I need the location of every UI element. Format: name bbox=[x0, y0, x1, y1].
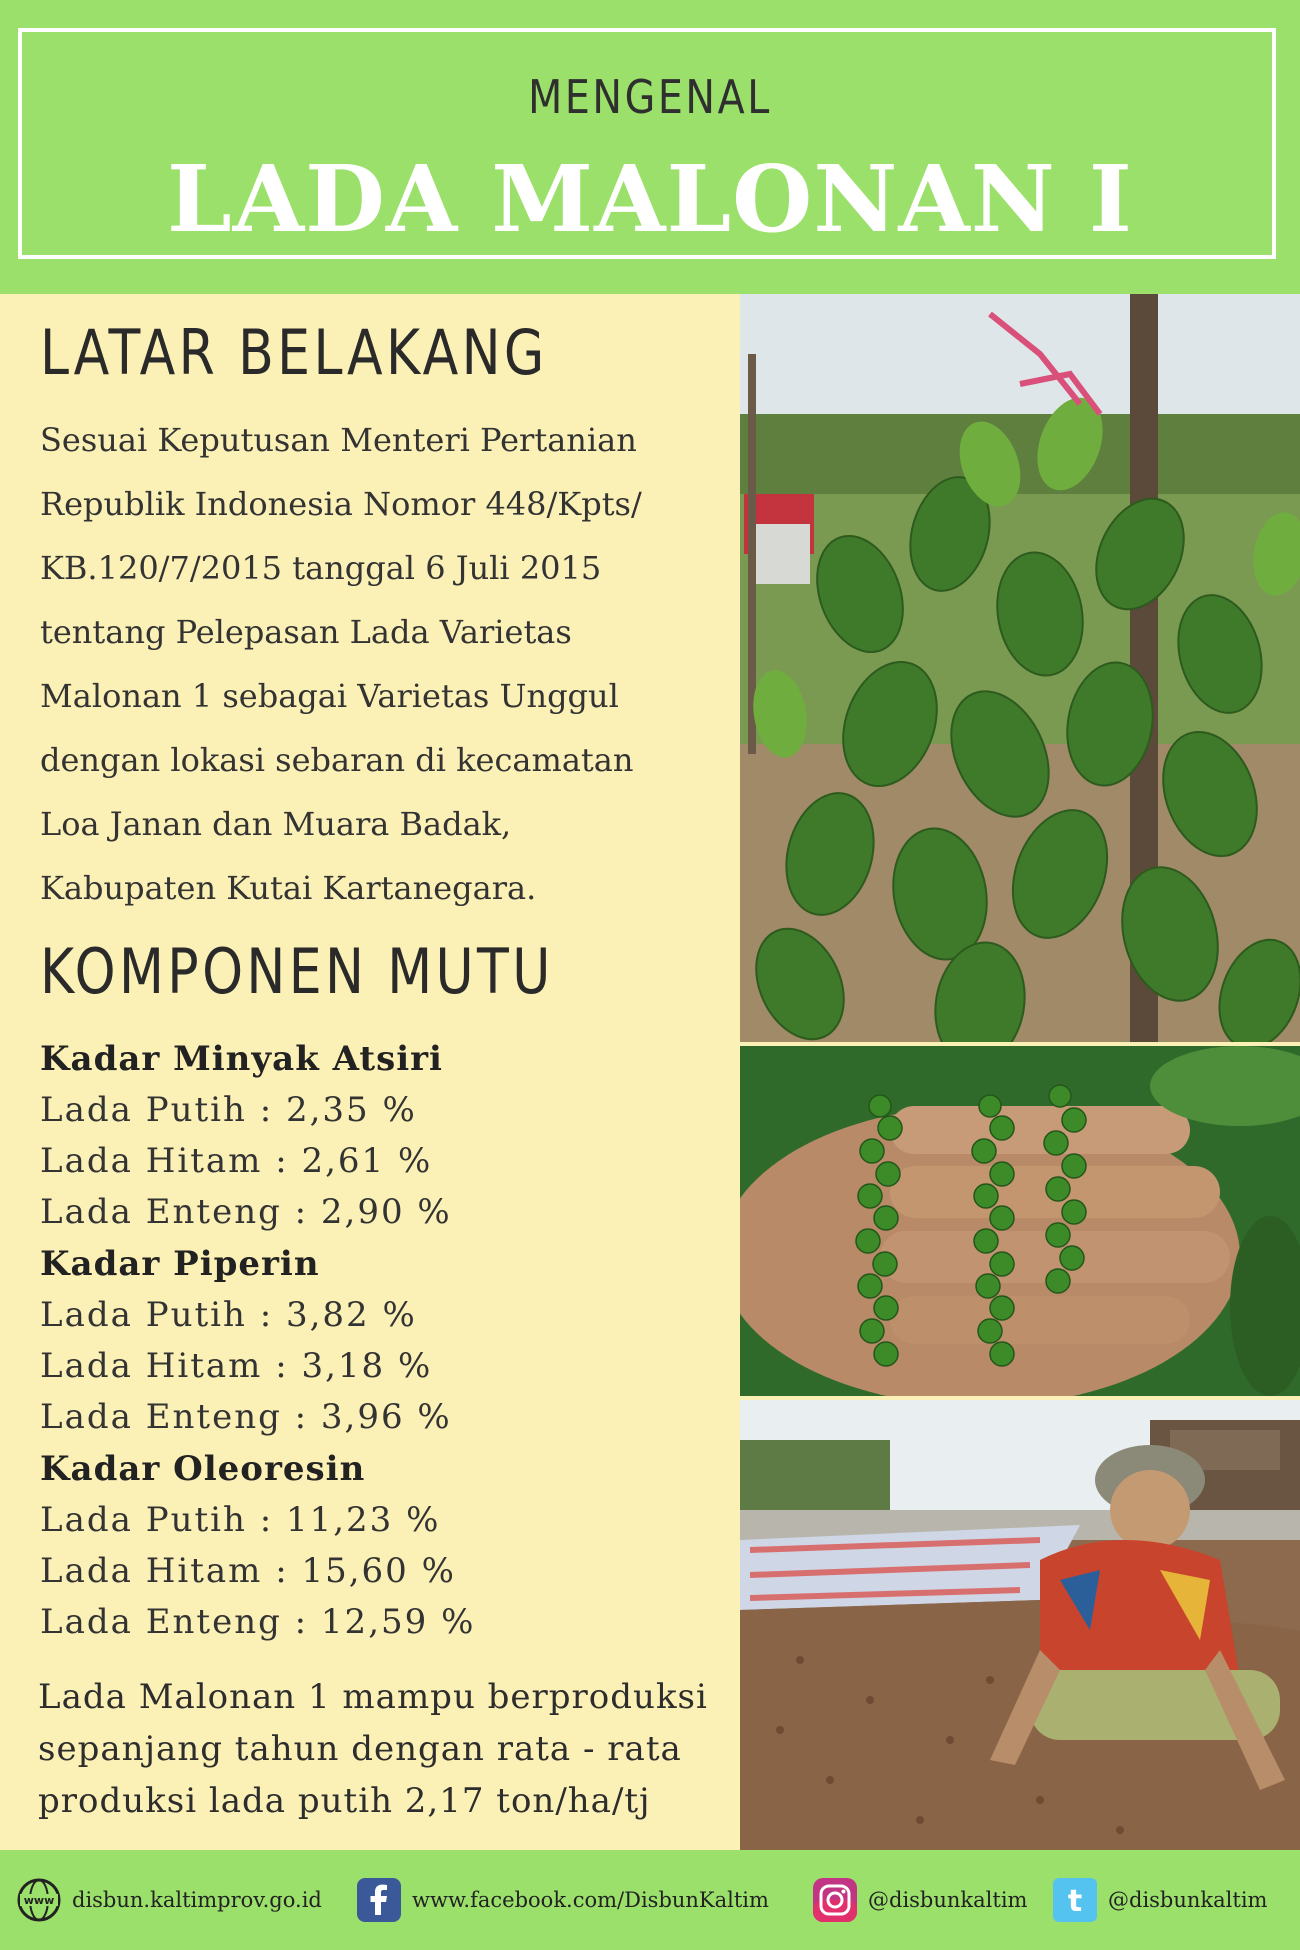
svg-text:www: www bbox=[23, 1894, 55, 1907]
latar-belakang-text bbox=[40, 408, 720, 920]
latar-line: tentang Pelepasan Lada Varietas bbox=[40, 613, 572, 651]
footer-website[interactable] bbox=[16, 1875, 322, 1925]
mutu-group-title: Kadar Piperin bbox=[40, 1244, 320, 1284]
mutu-value-row: Lada Putih : 11,23 % bbox=[40, 1500, 441, 1540]
production-summary bbox=[38, 1671, 738, 1827]
twitter-handle[interactable]: @disbunkaltim bbox=[1108, 1888, 1268, 1912]
mutu-value-row: Lada Enteng : 12,59 % bbox=[40, 1602, 476, 1642]
mutu-value-row: Lada Hitam : 15,60 % bbox=[40, 1551, 456, 1591]
instagram-icon bbox=[812, 1877, 858, 1923]
komponen-mutu-heading: KOMPONEN MUTU bbox=[40, 935, 554, 1008]
facebook-link[interactable]: www.facebook.com/DisbunKaltim bbox=[412, 1888, 769, 1912]
mutu-value-row: Lada Hitam : 3,18 % bbox=[40, 1346, 433, 1386]
svg-text:t: t bbox=[1067, 1884, 1083, 1919]
latar-line: Republik Indonesia Nomor 448/Kpts/ bbox=[40, 485, 642, 523]
pepper-berries-photo bbox=[740, 1046, 1300, 1396]
www-globe-icon bbox=[16, 1877, 62, 1923]
latar-line: KB.120/7/2015 tanggal 6 Juli 2015 bbox=[40, 549, 602, 587]
twitter-icon bbox=[1052, 1877, 1098, 1923]
mutu-value-row: Lada Hitam : 2,61 % bbox=[40, 1141, 433, 1181]
instagram-handle[interactable]: @disbunkaltim bbox=[868, 1888, 1028, 1912]
mutu-value-row: Lada Enteng : 2,90 % bbox=[40, 1192, 452, 1232]
latar-line: Loa Janan dan Muara Badak, bbox=[40, 805, 512, 843]
komponen-mutu-list bbox=[40, 1033, 740, 1648]
summary-line: produksi lada putih 2,17 ton/ha/tj bbox=[38, 1781, 651, 1821]
facebook-icon bbox=[356, 1877, 402, 1923]
mutu-group-title: Kadar Oleoresin bbox=[40, 1449, 366, 1489]
mutu-group-title: Kadar Minyak Atsiri bbox=[40, 1039, 443, 1079]
footer-bar bbox=[0, 1850, 1300, 1950]
pepper-drying-photo bbox=[740, 1400, 1300, 1850]
mutu-value-row: Lada Putih : 3,82 % bbox=[40, 1295, 417, 1335]
latar-line: dengan lokasi sebaran di kecamatan bbox=[40, 741, 634, 779]
header-banner bbox=[0, 0, 1300, 294]
summary-line: Lada Malonan 1 mampu berproduksi bbox=[38, 1677, 708, 1717]
latar-line: Sesuai Keputusan Menteri Pertanian bbox=[40, 421, 637, 459]
mutu-value-row: Lada Putih : 2,35 % bbox=[40, 1090, 417, 1130]
latar-line: Kabupaten Kutai Kartanegara. bbox=[40, 869, 537, 907]
mutu-value-row: Lada Enteng : 3,96 % bbox=[40, 1397, 452, 1437]
latar-belakang-heading: LATAR BELAKANG bbox=[40, 316, 548, 389]
header-kicker: MENGENAL bbox=[528, 70, 772, 124]
pepper-plant-photo bbox=[740, 294, 1300, 1042]
footer-twitter[interactable] bbox=[1052, 1875, 1267, 1925]
summary-line: sepanjang tahun dengan rata - rata bbox=[38, 1729, 682, 1769]
page-title: LADA MALONAN I bbox=[167, 145, 1133, 253]
website-link[interactable]: disbun.kaltimprov.go.id bbox=[72, 1888, 322, 1912]
footer-instagram[interactable] bbox=[812, 1875, 1027, 1925]
footer-facebook[interactable] bbox=[356, 1875, 769, 1925]
latar-line: Malonan 1 sebagai Varietas Unggul bbox=[40, 677, 619, 715]
